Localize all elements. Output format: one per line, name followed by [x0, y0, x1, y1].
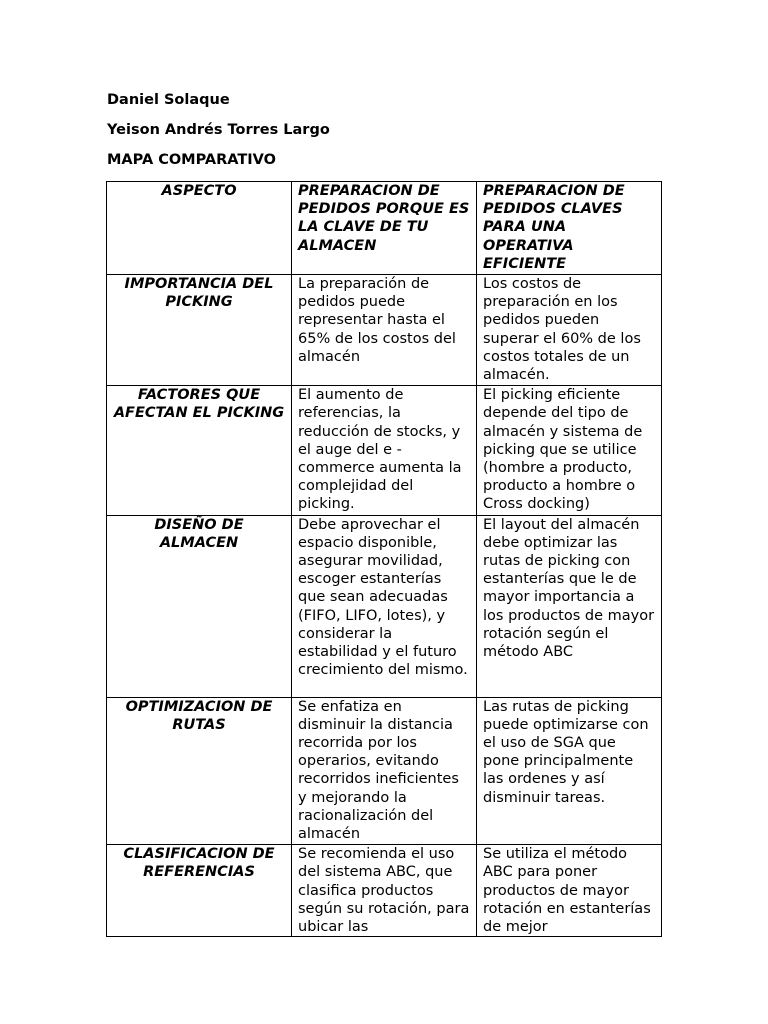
- table-row: [107, 515, 662, 697]
- comparison-table: [106, 181, 662, 937]
- table-row: [107, 275, 662, 386]
- row-col2-cell: Debe aprovechar el espacio disponible, asegurar movilidad, escoger estanterías que sean adecuadas (FIFO, LIFO, lotes), y considerar la estabilidad y el futuro crecimiento del mismo.: [292, 515, 477, 697]
- row-col3-cell: Las rutas de picking puede optimizarse con el uso de SGA que pone principalmente las ordenes y así disminuir tareas.: [477, 697, 662, 845]
- row-aspect-cell: DISEÑO DE ALMACEN: [107, 515, 292, 697]
- table-header-row: [107, 182, 662, 275]
- author-name-2: Yeison Andrés Torres Largo: [107, 122, 330, 138]
- table-row: [107, 386, 662, 515]
- row-col3-cell: Los costos de preparación en los pedidos pueden superar el 60% de los costos totales de un almacén.: [477, 275, 662, 386]
- row-col3-cell: El picking eficiente depende del tipo de almacén y sistema de picking que se utilice (hombre a producto, producto a hombre o Cross docking): [477, 386, 662, 515]
- row-col2-cell: La preparación de pedidos puede representar hasta el 65% de los costos del almacén: [292, 275, 477, 386]
- table-row: [107, 697, 662, 845]
- column-header-porque-clave: PREPARACION DE PEDIDOS PORQUE ES LA CLAVE DE TU ALMACEN: [292, 182, 477, 275]
- row-aspect-cell: FACTORES QUE AFECTAN EL PICKING: [107, 386, 292, 515]
- row-aspect-cell: IMPORTANCIA DEL PICKING: [107, 275, 292, 386]
- table-row: [107, 845, 662, 937]
- row-aspect-cell: OPTIMIZACION DE RUTAS: [107, 697, 292, 845]
- author-name-1: Daniel Solaque: [107, 92, 230, 108]
- row-aspect-cell: [107, 845, 292, 937]
- document-title: MAPA COMPARATIVO: [107, 152, 276, 168]
- row-col3-cell: [477, 845, 662, 937]
- row-col3-cell: El layout del almacén debe optimizar las rutas de picking con estanterías que le de mayor importancia a los productos de mayor rotación según el método ABC: [477, 515, 662, 697]
- row-col2-text: Se recomienda el uso del sistema ABC, que clasifica productos según su rotación, para ubicar las: [298, 846, 470, 936]
- row-col3-text: Se utiliza el método ABC para poner productos de mayor rotación en estanterías de mejor: [483, 846, 651, 936]
- row-col2-cell: El aumento de referencias, la reducción de stocks, y el auge del e - commerce aumenta la complejidad del picking.: [292, 386, 477, 515]
- column-header-claves-operativa: PREPARACION DE PEDIDOS CLAVES PARA UNA OPERATIVA EFICIENTE: [477, 182, 662, 275]
- row-aspect-text: CLASIFICACION DE REFERENCIAS: [123, 846, 275, 881]
- column-header-aspect: ASPECTO: [107, 182, 292, 275]
- row-col2-cell: Se enfatiza en disminuir la distancia recorrida por los operarios, evitando recorridos ineficientes y mejorando la racionalización del almacén: [292, 697, 477, 845]
- row-col2-cell: [292, 845, 477, 937]
